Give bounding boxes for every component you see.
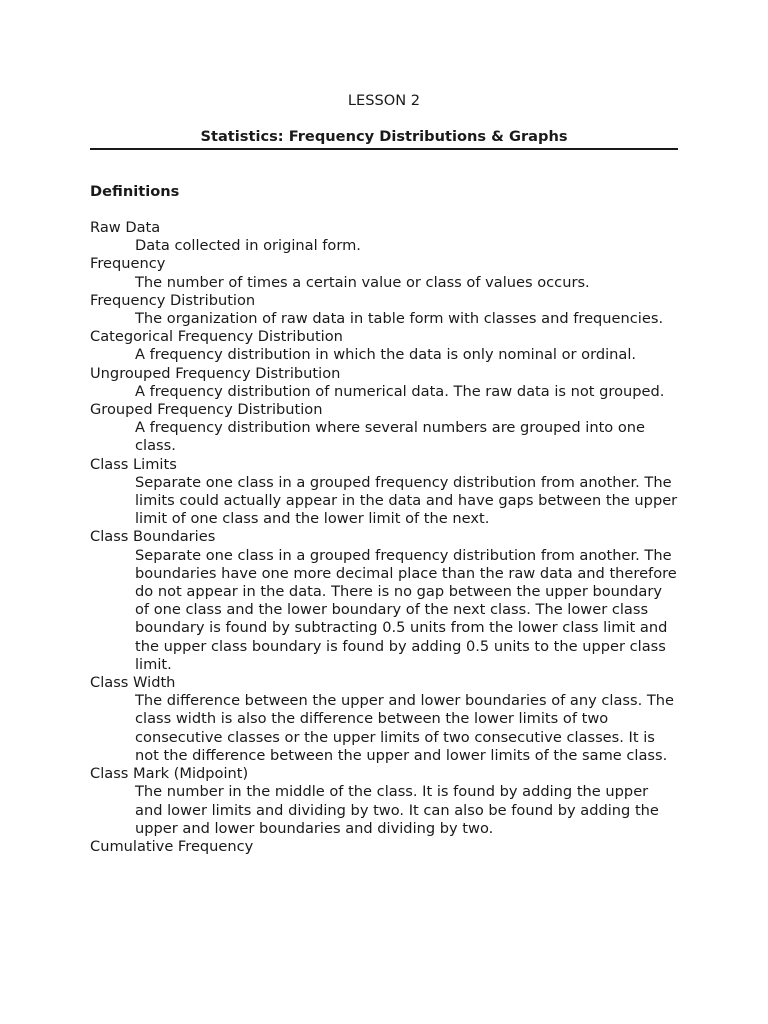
definition-text: The number of times a certain value or class of values occurs. [135,273,590,291]
definition-term: Class Width [90,674,176,692]
definition-item [90,292,678,328]
definition-text: The number in the middle of the class. It is found by adding the upper and lower limits and dividing by two. It can also be found by adding the upper and lower boundaries and dividing by two. [135,783,659,837]
definitions-list [90,219,678,856]
definition-text: Separate one class in a grouped frequency distribution from another. The boundaries have one more decimal place than the raw data and therefore do not appear in the data. There is no gap between the upper boundary of one class and the lower boundary of the next class. The lower class boundary is found by subtracting 0.5 units from the lower class limit and the upper class boundary is found by adding 0.5 units to the upper class limit. [135,546,677,673]
definition-term: Frequency Distribution [90,291,256,309]
definition-item [90,401,678,456]
definition-text: The difference between the upper and lower boundaries of any class. The class width is also the difference between the lower limits of two consecutive classes or the upper limits of two consecutive classes. It is not the difference between the upper and lower limits of the same class. [135,692,675,764]
definition-item [90,674,678,765]
definition-term: Frequency [90,255,166,273]
definition-item [90,255,678,291]
definition-text: Separate one class in a grouped frequency distribution from another. The limits could actually appear in the data and have gaps between the upper limit of one class and the lower limit of the next. [135,473,678,528]
definition-item [90,838,678,856]
definition-text: A frequency distribution where several numbers are grouped into one class. [135,419,646,455]
definition-item [90,219,678,255]
definition-term: Grouped Frequency Distribution [90,401,323,419]
definition-term: Raw Data [90,219,161,236]
definition-term: Class Mark (Midpoint) [90,765,249,783]
definition-text: The organization of raw data in table form with classes and frequencies. [135,310,664,328]
definition-term: Cumulative Frequency [90,837,254,855]
definition-item [90,456,678,529]
definition-text: Data collected in original form. [135,237,361,255]
section-heading: Definitions [90,183,180,200]
definition-text: A frequency distribution of numerical data. The raw data is not grouped. [135,382,665,400]
definition-term: Categorical Frequency Distribution [90,328,343,346]
document-page [90,92,678,856]
definition-item [90,765,678,838]
definition-item [90,365,678,401]
definition-term: Ungrouped Frequency Distribution [90,364,341,382]
page-title: Statistics: Frequency Distributions & Graphs [90,128,678,150]
lesson-label: LESSON 2 [347,92,421,109]
definition-term: Class Boundaries [90,528,216,546]
definition-term: Class Limits [90,455,177,473]
definition-item [90,328,678,364]
definition-item [90,528,678,674]
definition-text: A frequency distribution in which the data is only nominal or ordinal. [135,346,637,364]
